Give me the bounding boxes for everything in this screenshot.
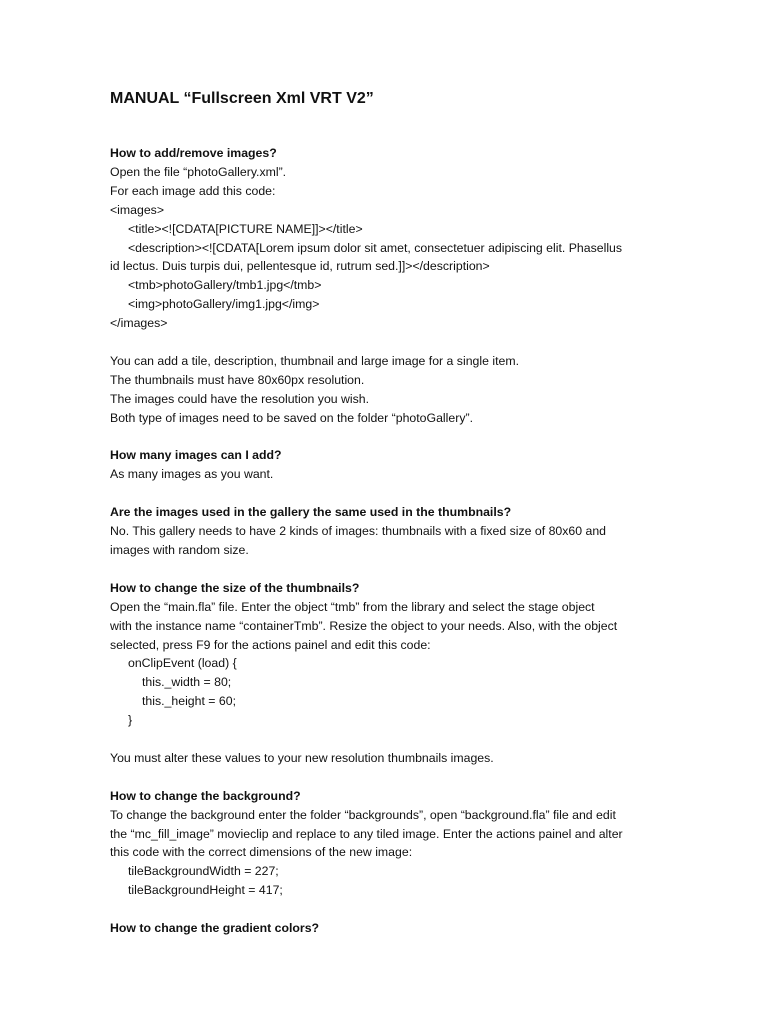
- code-line: id lectus. Duis turpis dui, pellentesque id, rutrum sed.]]></description>: [110, 259, 490, 274]
- code-line: <title><![CDATA[PICTURE NAME]]></title>: [128, 221, 363, 236]
- paragraph-gap: [110, 560, 710, 579]
- code-line: this._width = 80;: [142, 675, 232, 690]
- code-line: <tmb>photoGallery/tmb1.jpg</tmb>: [128, 278, 322, 293]
- code-line: this._height = 60;: [142, 694, 237, 709]
- code-line: <description><![CDATA[Lorem ipsum dolor sit amet, consectetuer adipiscing elit. Phasellus: [128, 240, 623, 255]
- text-line: Open the file “photoGallery.xml”.: [110, 164, 287, 179]
- section-heading: How to change the size of the thumbnails?: [110, 580, 360, 595]
- code-line: tileBackgroundHeight = 417;: [128, 883, 283, 898]
- code-line: tileBackgroundWidth = 227;: [128, 864, 279, 879]
- code-line: </images>: [110, 316, 168, 331]
- text-line: images with random size.: [110, 542, 249, 557]
- text-line: For each image add this code:: [110, 183, 276, 198]
- text-line: You must alter these values to your new resolution thumbnails images.: [110, 750, 494, 765]
- text-line: The thumbnails must have 80x60px resolution.: [110, 372, 365, 387]
- code-line: }: [128, 713, 133, 728]
- paragraph-gap: [110, 730, 710, 749]
- text-line: No. This gallery needs to have 2 kinds of images: thumbnails with a fixed size of 80x60 and: [110, 524, 607, 539]
- section-heading: How to change the background?: [110, 788, 301, 803]
- text-line: As many images as you want.: [110, 467, 274, 482]
- section-heading: How to add/remove images?: [110, 146, 277, 160]
- code-line: <images>: [110, 202, 165, 217]
- section-heading: How many images can I add?: [110, 448, 282, 463]
- paragraph-gap: [110, 768, 710, 787]
- paragraph-gap: [110, 484, 710, 503]
- section-thumbnail-size: [110, 579, 710, 768]
- code-line: <img>photoGallery/img1.jpg</img>: [128, 297, 320, 312]
- section-gradient-colors: [110, 919, 710, 938]
- code-line: onClipEvent (load) {: [128, 656, 237, 671]
- section-images-thumbnails: [110, 503, 710, 560]
- manual-page: [110, 88, 710, 938]
- text-line: Open the “main.fla” file. Enter the object “tmb” from the library and select the stage object: [110, 599, 595, 614]
- text-line: Both type of images need to be saved on the folder “photoGallery”.: [110, 410, 473, 425]
- text-line: selected, press F9 for the actions painel and edit this code:: [110, 637, 431, 652]
- text-line: with the instance name “containerTmb”. Resize the object to your needs. Also, with the object: [110, 618, 618, 633]
- section-background: [110, 787, 710, 900]
- paragraph-gap: [110, 900, 710, 919]
- section-heading: How to change the gradient colors?: [110, 921, 320, 936]
- section-heading: Are the images used in the gallery the same used in the thumbnails?: [110, 505, 512, 520]
- text-line: You can add a tile, description, thumbnail and large image for a single item.: [110, 353, 520, 368]
- paragraph-gap: [110, 428, 710, 447]
- text-line: the “mc_fill_image” movieclip and replace to any tiled image. Enter the actions painel and alter: [110, 826, 623, 841]
- section-how-many-images: [110, 446, 710, 484]
- section-add-remove-images: [110, 144, 710, 428]
- text-line: To change the background enter the folder “backgrounds”, open “background.fla” file and edit: [110, 807, 616, 822]
- document-title: MANUAL “Fullscreen Xml VRT V2”: [110, 90, 374, 107]
- text-line: The images could have the resolution you wish.: [110, 391, 370, 406]
- paragraph-gap: [110, 333, 710, 352]
- text-line: this code with the correct dimensions of the new image:: [110, 845, 413, 860]
